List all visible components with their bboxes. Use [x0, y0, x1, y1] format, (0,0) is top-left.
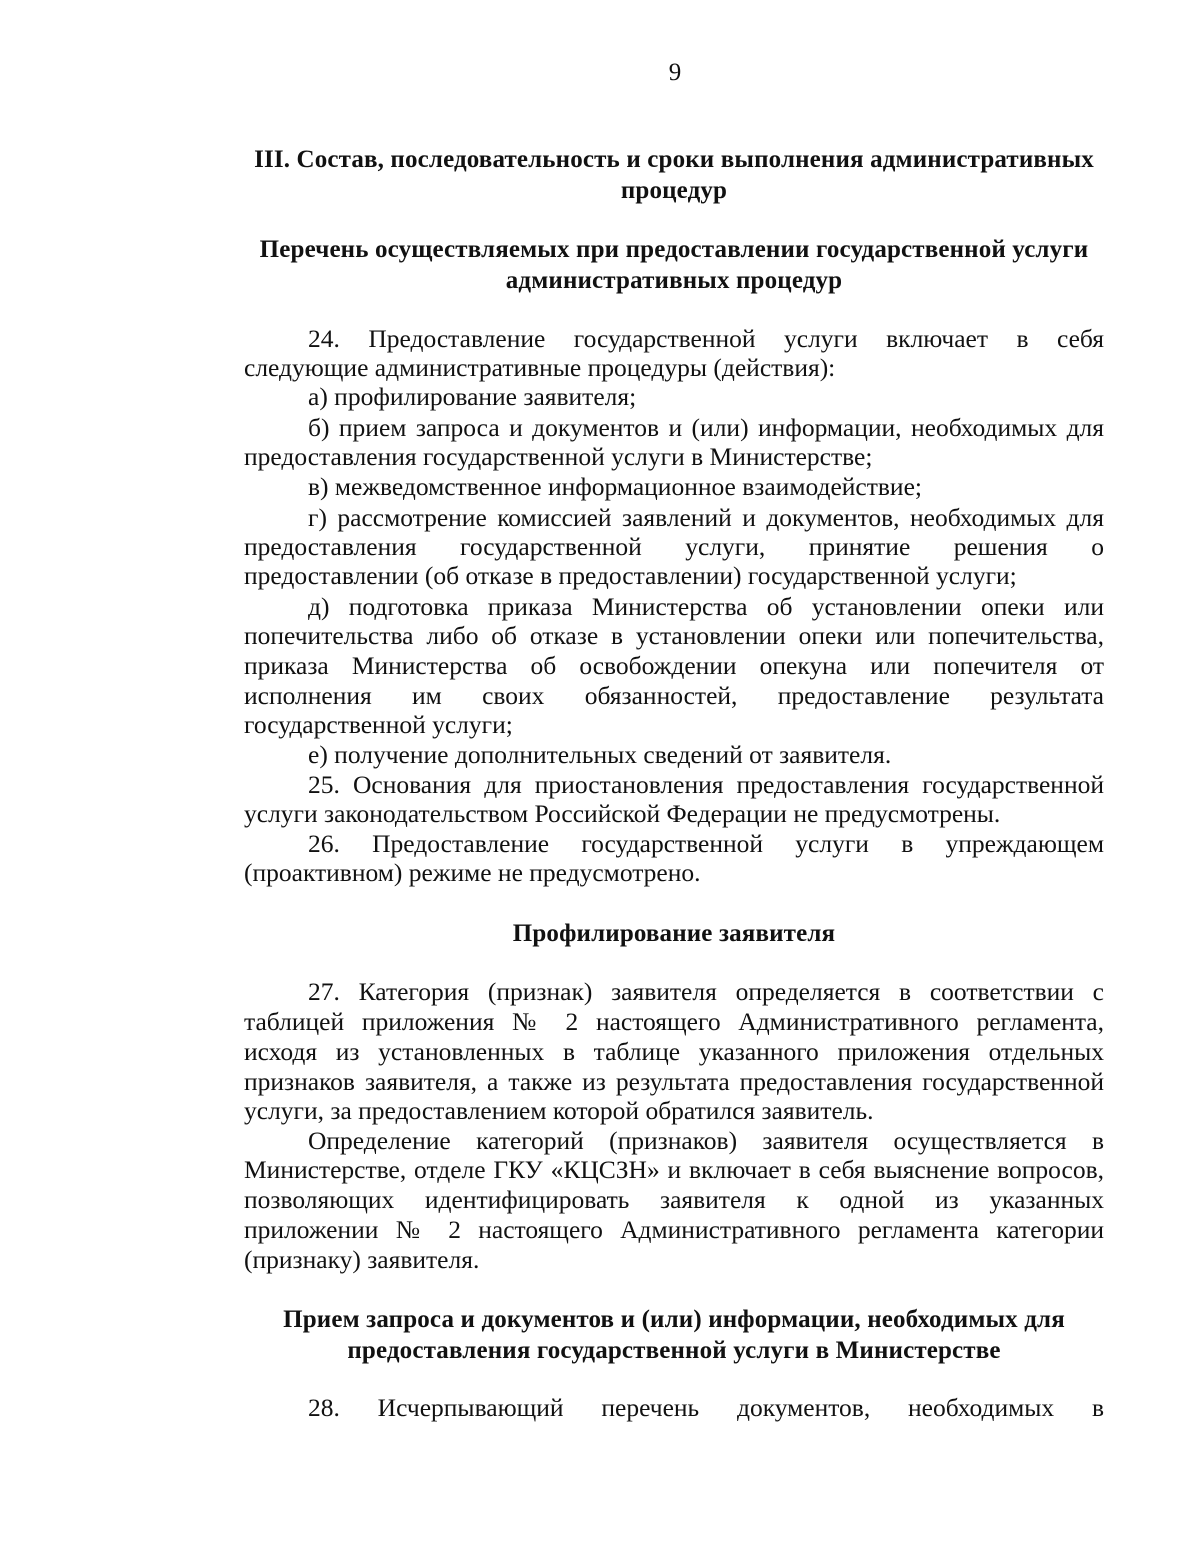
page-number: 9 [668, 59, 682, 86]
paragraph-line: а) профилирование заявителя; [308, 382, 637, 411]
paragraph-line: д) подготовка приказа Министерства об установлении опеки или [308, 592, 1104, 621]
subheading-request-reception [244, 1304, 1104, 1366]
paragraph-line: следующие административные процедуры (действия): [244, 353, 836, 382]
paragraph-line: исполнения им своих обязанностей, предоставление результата [244, 681, 1104, 710]
paragraph-line: Министерстве, отделе ГКУ «КЦСЗН» и включает в себя выяснение вопросов, [244, 1155, 1104, 1184]
paragraph-line: 24. Предоставление государственной услуги включает в себя [308, 324, 1104, 353]
subheading-line: административных процедур [505, 267, 843, 294]
subheading-applicant-profiling [244, 918, 1104, 949]
paragraph-line: государственной услуги; [244, 710, 513, 739]
paragraph-line: таблицей приложения № 2 настоящего Административного регламента, [244, 1007, 1104, 1036]
section-heading [244, 144, 1104, 206]
paragraph-line: предоставления государственной услуги в Министерстве; [244, 442, 873, 471]
paragraph-line: 26. Предоставление государственной услуги в упреждающем [308, 829, 1104, 858]
paragraph-line: услуги законодательством Российской Федерации не предусмотрены. [244, 799, 1001, 828]
paragraph-line: 25. Основания для приостановления предоставления государственной [308, 770, 1104, 799]
paragraph-line: е) получение дополнительных сведений от заявителя. [308, 740, 892, 769]
subheading-line: Прием запроса и документов и (или) информации, необходимых для [283, 1306, 1065, 1333]
paragraph-line: 28. Исчерпывающий перечень документов, необходимых в [308, 1393, 1104, 1422]
paragraph-line: предоставления государственной услуги, принятие решения о [244, 532, 1104, 561]
paragraph-line: б) прием запроса и документов и (или) информации, необходимых для [308, 413, 1104, 442]
section-heading-line: процедур [620, 177, 728, 204]
subheading-line: Профилирование заявителя [512, 920, 836, 947]
paragraph-line: Определение категорий (признаков) заявителя осуществляется в [308, 1126, 1104, 1155]
paragraph-line: позволяющих идентифицировать заявителя к одной из указанных [244, 1185, 1104, 1214]
paragraph-line: исходя из установленных в таблице указанного приложения отдельных [244, 1037, 1104, 1066]
paragraph-line: приказа Министерства об освобождении опекуна или попечителя от [244, 651, 1104, 680]
paragraph-line: г) рассмотрение комиссией заявлений и документов, необходимых для [308, 503, 1104, 532]
paragraph-line: предоставлении (об отказе в предоставлении) государственной услуги; [244, 561, 1017, 590]
paragraph-line: попечительства либо об отказе в установлении опеки или попечительства, [244, 621, 1104, 650]
paragraph-line: 27. Категория (признак) заявителя определяется в соответствии с [308, 977, 1104, 1006]
section-heading-line: III. Состав, последовательность и сроки выполнения административных [254, 146, 1094, 173]
paragraph-line: в) межведомственное информационное взаимодействие; [308, 472, 922, 501]
subheading-line: Перечень осуществляемых при предоставлении государственной услуги [259, 236, 1089, 263]
paragraph-line: приложении № 2 настоящего Административного регламента категории [244, 1215, 1104, 1244]
subheading-line: предоставления государственной услуги в Министерстве [347, 1337, 1001, 1364]
paragraph-line: признаков заявителя, а также из результата предоставления государственной [244, 1067, 1104, 1096]
subheading-procedures-list [244, 234, 1104, 296]
paragraph-line: услуги, за предоставлением которой обратился заявитель. [244, 1096, 874, 1125]
paragraph-line: (проактивном) режиме не предусмотрено. [244, 858, 701, 887]
paragraph-line: (признаку) заявителя. [244, 1245, 480, 1274]
